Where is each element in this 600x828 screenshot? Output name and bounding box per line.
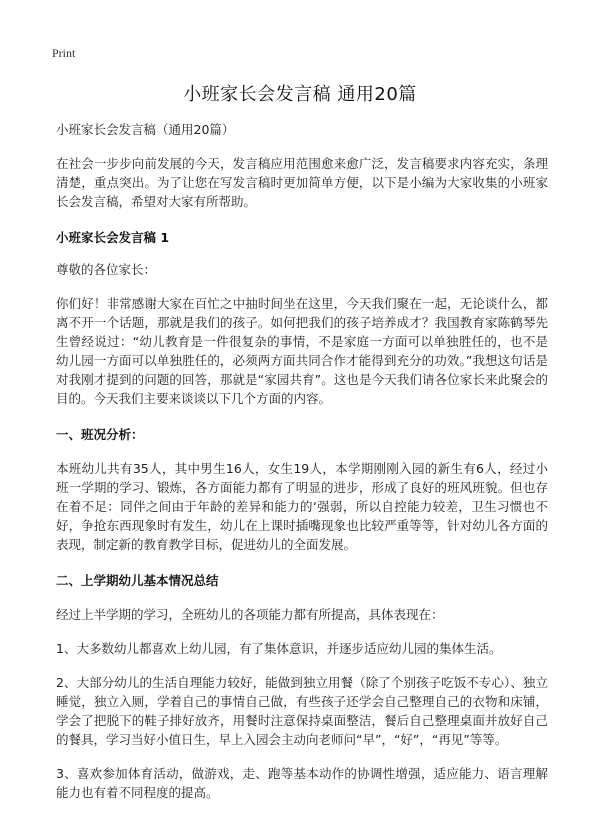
list-item-3: 3、喜欢参加体育活动，做游戏，走、跑等基本动作的协调性增强，适应能力、语言理解能力也有着不同程度的提高。 <box>56 766 548 800</box>
list-item-2: 2、大部分幼儿的生活自理能力较好，能做到独立用餐（除了个别孩子吃饭不专心）、独立睡觉，独立入厕，学着自己的事情自己做，有些孩子还学会自己整理自己的衣物和床铺，学会了把脱下的鞋子排好放齐，用餐时注意保持桌面整洁，餐后自己整理桌面并放好自己的餐具，学习当好小值日生，早上入园会主动向老师问“早”，“好”，“再见”等等。 <box>56 675 548 747</box>
opening-paragraph: 你们好！非常感谢大家在百忙之中抽时间坐在这里，今天我们聚在一起，无论谈什么，都离不开一个话题，那就是我们的孩子。如何把我们的孩子培养成才？我国教育家陈鹤琴先生曾经说过：“幼儿教育是一件很复杂的事情，不是家庭一方面可以单独胜任的，也不是幼儿园一方面可以单独胜任的，必须两方面共同合作才能得到充分的功效。”我想这句话是对我刚才提到的问题的回答，那就是“家园共育”。这也是今天我们请各位家长来此聚会的目的。今天我们主要来谈谈以下几个方面的内容。 <box>56 296 548 406</box>
part2-heading: 二、上学期幼儿基本情况总结 <box>56 573 219 588</box>
section-heading-1: 小班家长会发言稿 1 <box>56 230 170 245</box>
intro-paragraph: 在社会一步步向前发展的今天，发言稿应用范围愈来愈广泛，发言稿要求内容充实，条理清楚，重点突出。为了让您在写发言稿时更加简单方便，以下是小编为大家收集的小班家长会发言稿，希望对大家有所帮助。 <box>56 156 548 209</box>
part2-intro-paragraph: 经过上半学期的学习，全班幼儿的各项能力都有所提高，具体表现在： <box>56 607 444 622</box>
document-title: 小班家长会发言稿 通用20篇 <box>183 84 417 105</box>
part1-paragraph: 本班幼儿共有35人，其中男生16人，女生19人，本学期刚刚入园的新生有6人，经过小班一学期的学习、锻炼，各方面能力都有了明显的进步，形成了良好的班风班貌。但也存在着不足：同伴之间由于年龄的差异和能力的‘强弱，所以自控能力较差，卫生习惯也不好，争抢东西现象时有发生，幼儿在上课时插嘴现象也比较严重等等，针对幼儿各方面的表现，制定新的教育教学目标，促进幼儿的全面发展。 <box>56 461 548 552</box>
greeting-paragraph: 尊敬的各位家长： <box>56 262 157 277</box>
article-subtitle: 小班家长会发言稿（通用20篇） <box>56 122 235 137</box>
part1-heading: 一、班况分析： <box>56 427 144 442</box>
list-item-1: 1、大多数幼儿都喜欢上幼儿园，有了集体意识，并逐步适应幼儿园的集体生活。 <box>56 641 502 656</box>
article-body <box>56 120 548 802</box>
print-link[interactable]: Print <box>52 46 76 60</box>
